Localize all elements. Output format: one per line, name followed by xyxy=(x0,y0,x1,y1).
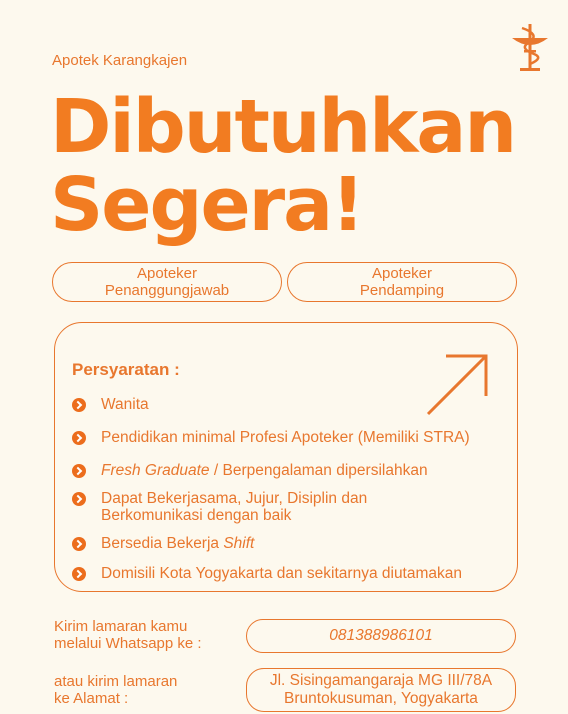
headline-line-1: Dibutuhkan xyxy=(50,84,516,170)
requirement-item: Domisili Kota Yogyakarta dan sekitarnya diutamakan xyxy=(72,565,462,582)
chevron-bullet-icon xyxy=(72,431,86,445)
requirement-item: Bersedia Bekerja Shift xyxy=(72,535,254,552)
position-2-line-2: Pendamping xyxy=(359,282,445,299)
position-1-line-1: Apoteker xyxy=(136,265,198,282)
headline xyxy=(50,84,516,248)
position-1-line-2: Penanggungjawab xyxy=(104,282,230,299)
whatsapp-label: Kirim lamaran kamu melalui Whatsapp ke : xyxy=(54,618,202,652)
requirement-item: Wanita xyxy=(72,396,149,413)
pharmacy-name: Apotek Karangkajen xyxy=(52,52,188,69)
position-apoteker-penanggungjawab xyxy=(52,262,282,302)
pharmacy-logo-icon xyxy=(508,22,552,76)
address-label: atau kirim lamaran ke Alamat : xyxy=(54,673,178,707)
requirement-item: Fresh Graduate / Berpengalaman dipersilahkan xyxy=(72,462,428,479)
headline-line-2: Segera! xyxy=(50,162,363,248)
requirements-title: Persyaratan : xyxy=(72,360,180,379)
whatsapp-number[interactable]: 081388986101 xyxy=(246,619,516,653)
chevron-bullet-icon xyxy=(72,398,86,412)
chevron-bullet-icon xyxy=(72,464,86,478)
arrow-up-right-icon xyxy=(424,352,490,418)
address-field xyxy=(246,668,516,712)
position-2-line-1: Apoteker xyxy=(371,265,433,282)
requirement-item: Pendidikan minimal Profesi Apoteker (Memiliki STRA) xyxy=(72,429,470,446)
address-line-1: Jl. Sisingamangaraja MG III/78A xyxy=(269,672,493,689)
position-apoteker-pendamping xyxy=(287,262,517,302)
address-line-2: Bruntokusuman, Yogyakarta xyxy=(284,690,478,707)
requirement-item: Dapat Bekerjasama, Jujur, Disiplin dan Berkomunikasi dengan baik xyxy=(72,490,367,524)
chevron-bullet-icon xyxy=(72,537,86,551)
chevron-bullet-icon xyxy=(72,567,86,581)
chevron-bullet-icon xyxy=(72,492,86,506)
